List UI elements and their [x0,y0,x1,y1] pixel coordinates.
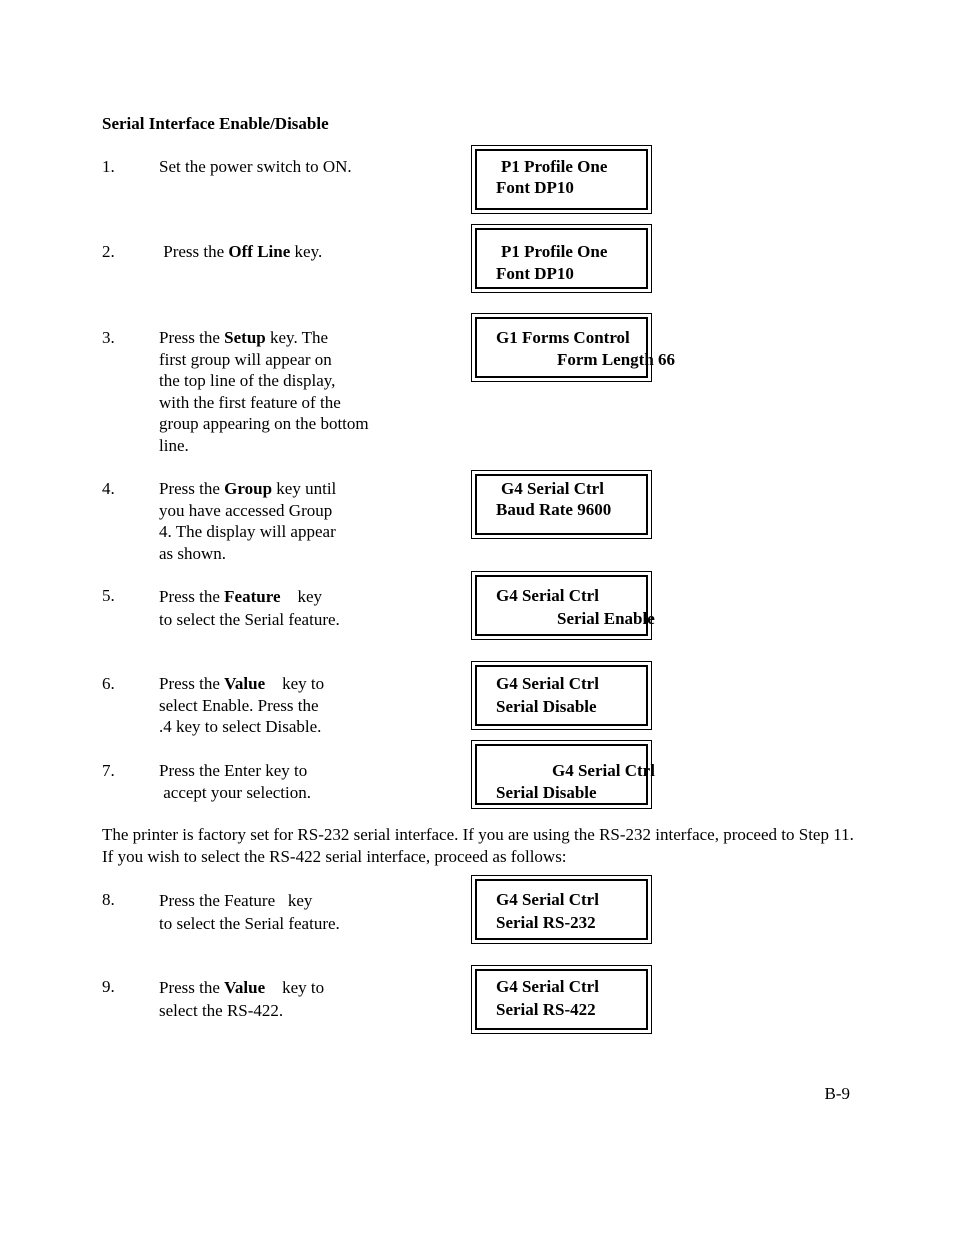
step-number: 7. [102,761,115,780]
lcd-line-1: G4 Serial Ctrl [496,977,599,996]
lcd-line-1: P1 Profile One [501,157,608,176]
step-text: Set the power switch to ON. [159,157,352,176]
step-number: 9. [102,977,115,996]
step-number: 4. [102,479,115,498]
step-number: 3. [102,328,115,347]
lcd-line-1: G1 Forms Control [496,328,630,347]
lcd-line-1: G4 Serial Ctrl [496,586,599,605]
lcd-line-2: Baud Rate 9600 [496,500,612,519]
lcd-line-2: Font DP10 [496,264,574,283]
lcd-line-2: Serial Disable [496,783,597,802]
page-number: B-9 [824,1084,850,1103]
lcd-line-1: G4 Serial Ctrl [496,890,599,909]
step-number: 5. [102,586,115,605]
lcd-line-2: Serial RS-422 [496,1000,596,1019]
lcd-line-2: Serial Enable [557,609,655,628]
step-text: Press the Feature key to select the Serial feature. [159,587,340,629]
step-text: Press the Off Line key. [159,242,323,261]
step-number: 8. [102,890,115,909]
lcd-line-2: Form Length 66 [557,350,676,369]
lcd-line-1: G4 Serial Ctrl [552,761,655,780]
step-text: Press the Setup key. The first group will appear on the top line of the display, with the first feature of the group appearing on the bottom line. [159,328,369,455]
step-text: Press the Value key to select the RS-422. [159,978,325,1020]
note-paragraph: The printer is factory set for RS-232 serial interface. If you are using the RS-232 interface, proceed to Step 11. If you wish to select the RS-422 serial interface, proceed as follows: [102,825,854,866]
step-number: 6. [102,674,115,693]
step-text: Press the Group key until you have accessed Group 4. The display will appear as shown. [159,479,337,563]
lcd-line-2: Serial RS-232 [496,913,596,932]
lcd-line-2: Serial Disable [496,697,597,716]
lcd-line-1: G4 Serial Ctrl [501,479,604,498]
step-number: 2. [102,242,115,261]
step-text: Press the Feature key to select the Serial feature. [159,891,340,933]
lcd-line-1: P1 Profile One [501,242,608,261]
step-number: 1. [102,157,115,176]
section-title: Serial Interface Enable/Disable [102,114,329,133]
step-text: Press the Enter key to accept your selection. [159,761,311,802]
lcd-line-1: G4 Serial Ctrl [496,674,599,693]
step-text: Press the Value key to select Enable. Press the .4 key to select Disable. [159,674,325,736]
lcd-line-2: Font DP10 [496,178,574,197]
